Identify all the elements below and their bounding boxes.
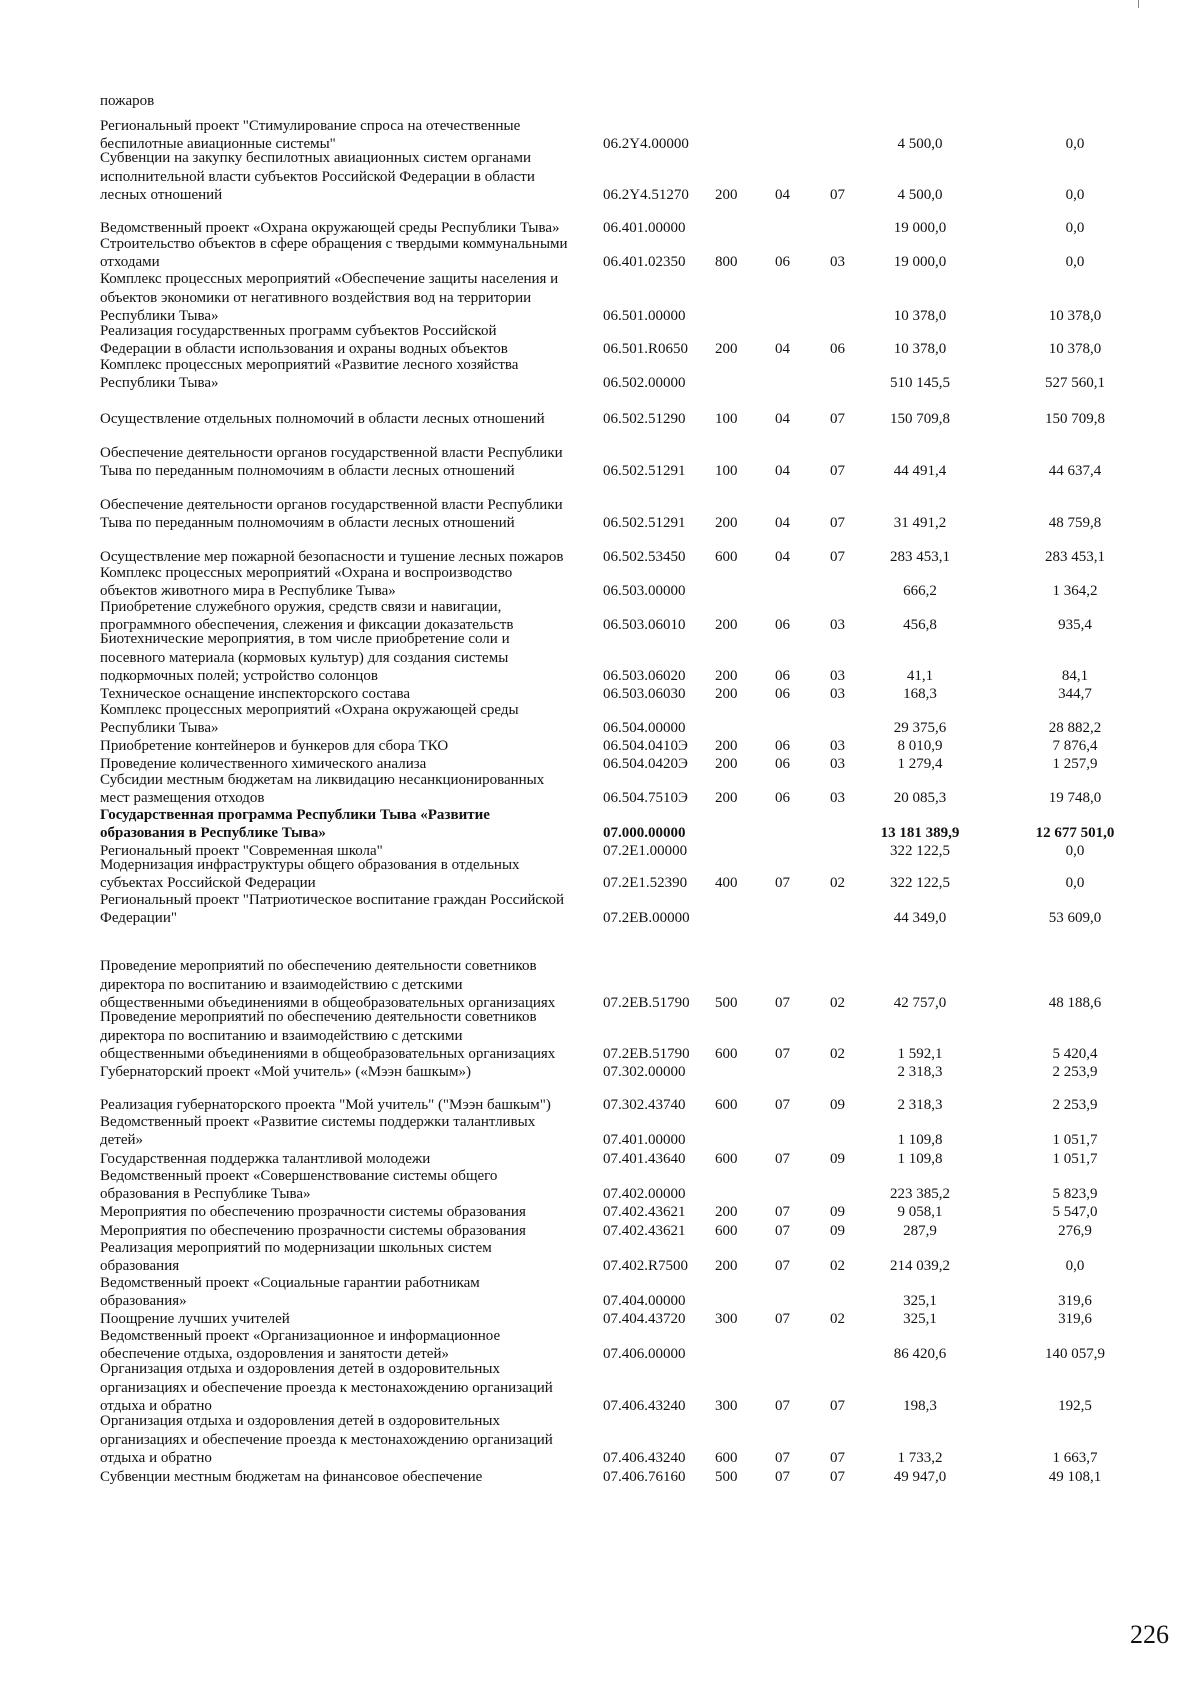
- row-code: 07.402.43621: [603, 1222, 686, 1239]
- row-amount-year1: 322 122,5: [890, 874, 950, 891]
- row-amount-year2: 48 188,6: [1048, 994, 1102, 1011]
- row-amount-year2: 5 420,4: [1052, 1045, 1098, 1062]
- row-rz: 07: [775, 1222, 790, 1239]
- row-code: 07.406.43240: [603, 1449, 686, 1466]
- row-amount-year2: 319,6: [1058, 1292, 1092, 1309]
- row-vr: 300: [715, 1310, 738, 1327]
- row-amount-year2: 0,0: [1065, 186, 1085, 203]
- row-amount-year2: 276,9: [1058, 1222, 1092, 1239]
- row-code: 06.504.7510Э: [603, 789, 688, 806]
- row-name: Модернизация инфраструктуры общего образования в отдельных субъектах Российской Федерации: [100, 856, 520, 891]
- row-code: 07.401.00000: [603, 1131, 686, 1148]
- row-pr: 03: [830, 667, 845, 684]
- row-amount-year2: 84,1: [1061, 667, 1089, 684]
- row-code: 06.502.51290: [603, 410, 686, 427]
- row-rz: 06: [775, 685, 790, 702]
- row-rz: 07: [775, 1045, 790, 1062]
- row-amount-year1: 456,8: [903, 616, 937, 633]
- row-pr: 03: [830, 755, 845, 772]
- row-amount-year2: 1 663,7: [1052, 1449, 1098, 1466]
- row-name: Ведомственный проект «Организационное и информационное обеспечение отдыха, оздоровления и занятости детей»: [100, 1327, 501, 1362]
- row-name: Организация отдыха и оздоровления детей в оздоровительных организациях и обеспечение проезда к местонахождению организаций отдыха и обратно: [100, 1361, 553, 1414]
- row-pr: 09: [830, 1150, 845, 1167]
- row-code: 07.404.00000: [603, 1292, 686, 1309]
- row-name: Комплекс процессных мероприятий «Охрана и воспроизводство объектов животного мира в Республике Тыва»: [100, 564, 513, 599]
- row-amount-year1: 325,1: [903, 1310, 937, 1327]
- row-pr: 07: [830, 1449, 845, 1466]
- row-amount-year1: 49 947,0: [893, 1468, 947, 1485]
- row-pr: 06: [830, 340, 845, 357]
- row-rz: 04: [775, 410, 790, 427]
- row-amount-year1: 8 010,9: [897, 737, 943, 754]
- row-rz: 07: [775, 1096, 790, 1113]
- row-amount-year1: 214 039,2: [890, 1257, 950, 1274]
- row-rz: 07: [775, 1203, 790, 1220]
- row-name: Субвенции местным бюджетам на финансовое обеспечение: [100, 1468, 483, 1485]
- row-name: Ведомственный проект «Совершенствование системы общего образования в Республике Тыва»: [100, 1167, 498, 1202]
- row-pr: 09: [830, 1096, 845, 1113]
- row-amount-year1: 150 709,8: [890, 410, 950, 427]
- row-amount-year1: 44 349,0: [893, 909, 947, 926]
- row-code: 06.2Y4.00000: [603, 135, 689, 152]
- row-pr: 03: [830, 737, 845, 754]
- row-amount-year2: 5 547,0: [1052, 1203, 1098, 1220]
- row-name: Государственная программа Республики Тыва «Развитие образования в Республике Тыва»: [100, 806, 490, 841]
- row-vr: 800: [715, 253, 738, 270]
- row-pr: 03: [830, 253, 845, 270]
- row-amount-year1: 31 491,2: [893, 514, 947, 531]
- row-code: 07.406.76160: [603, 1468, 686, 1485]
- row-amount-year1: 10 378,0: [893, 307, 947, 324]
- row-code: 07.401.43640: [603, 1150, 686, 1167]
- row-amount-year1: 20 085,3: [893, 789, 947, 806]
- row-amount-year1: 44 491,4: [893, 462, 947, 479]
- row-vr: 200: [715, 616, 738, 633]
- row-name: Ведомственный проект «Охрана окружающей среды Республики Тыва»: [100, 219, 560, 236]
- row-vr: 200: [715, 1257, 738, 1274]
- row-amount-year2: 10 378,0: [1048, 340, 1102, 357]
- row-pr: 07: [830, 1468, 845, 1485]
- row-code: 07.406.43240: [603, 1397, 686, 1414]
- row-vr: 200: [715, 340, 738, 357]
- row-pr: 07: [830, 514, 845, 531]
- row-pr: 03: [830, 616, 845, 633]
- row-pr: 09: [830, 1222, 845, 1239]
- row-rz: 06: [775, 737, 790, 754]
- row-rz: 07: [775, 1257, 790, 1274]
- row-amount-year2: 1 257,9: [1052, 755, 1098, 772]
- row-amount-year1: 283 453,1: [890, 548, 950, 565]
- row-pr: 07: [830, 186, 845, 203]
- row-name: Комплекс процессных мероприятий «Обеспечение защиты населения и объектов экономики от негативного воздействия вод на территории Республики Тыва»: [100, 271, 559, 324]
- row-amount-year2: 53 609,0: [1048, 909, 1102, 926]
- row-rz: 07: [775, 1310, 790, 1327]
- row-pr: 07: [830, 1397, 845, 1414]
- row-amount-year1: 19 000,0: [893, 219, 947, 236]
- row-rz: 06: [775, 253, 790, 270]
- row-code: 07.402.00000: [603, 1185, 686, 1202]
- row-code: 06.503.00000: [603, 582, 686, 599]
- row-rz: 07: [775, 1449, 790, 1466]
- row-amount-year2: 319,6: [1058, 1310, 1092, 1327]
- row-code: 06.401.00000: [603, 219, 686, 236]
- row-name: Ведомственный проект «Социальные гарантии работникам образования»: [100, 1274, 480, 1309]
- row-amount-year2: 283 453,1: [1045, 548, 1105, 565]
- row-name: Субсидии местным бюджетам на ликвидацию несанкционированных мест размещения отходов: [100, 771, 545, 806]
- row-name: Региональный проект "Современная школа": [100, 842, 383, 859]
- row-amount-year2: 0,0: [1065, 219, 1085, 236]
- row-pr: 02: [830, 994, 845, 1011]
- row-amount-year1: 1 109,8: [897, 1150, 943, 1167]
- row-name: Приобретение контейнеров и бункеров для сбора ТКО: [100, 737, 449, 754]
- row-vr: 500: [715, 1468, 738, 1485]
- row-amount-year1: 41,1: [906, 667, 934, 684]
- row-code: 06.503.06030: [603, 685, 686, 702]
- row-name: Реализация государственных программ субъектов Российской Федерации в области использования и охраны водных объектов: [100, 322, 508, 357]
- row-vr: 200: [715, 514, 738, 531]
- row-vr: 200: [715, 755, 738, 772]
- row-amount-year1: 666,2: [903, 582, 937, 599]
- row-vr: 100: [715, 410, 738, 427]
- row-pr: 03: [830, 789, 845, 806]
- row-amount-year1: 10 378,0: [893, 340, 947, 357]
- row-amount-year1: 2 318,3: [897, 1063, 943, 1080]
- row-amount-year2: 0,0: [1065, 135, 1085, 152]
- row-amount-year1: 287,9: [903, 1222, 937, 1239]
- row-rz: 06: [775, 667, 790, 684]
- row-vr: 600: [715, 1096, 738, 1113]
- row-amount-year2: 44 637,4: [1048, 462, 1102, 479]
- row-name: Обеспечение деятельности органов государственной власти Республики Тыва по переданным полномочиям в области лесных отношений: [100, 496, 563, 531]
- row-name: Поощрение лучших учителей: [100, 1310, 290, 1327]
- row-rz: 04: [775, 340, 790, 357]
- row-code: 06.503.06020: [603, 667, 686, 684]
- row-amount-year1: 86 420,6: [893, 1345, 947, 1362]
- row-name: Субвенции на закупку беспилотных авиационных систем органами исполнительной власти субъектов Российской Федерации в области лесных отношений: [100, 150, 535, 203]
- row-amount-year1: 19 000,0: [893, 253, 947, 270]
- row-pr: 03: [830, 685, 845, 702]
- row-amount-year2: 1 051,7: [1052, 1150, 1098, 1167]
- row-name: Комплекс процессных мероприятий «Охрана окружающей среды Республики Тыва»: [100, 701, 519, 736]
- row-rz: 07: [775, 1150, 790, 1167]
- row-code: 07.2Е1.00000: [603, 842, 688, 859]
- row-name: Мероприятия по обеспечению прозрачности системы образования: [100, 1203, 526, 1220]
- row-name: Губернаторский проект «Мой учитель» («Мээн башкым»): [100, 1063, 471, 1080]
- row-code: 06.503.06010: [603, 616, 686, 633]
- row-amount-year1: 510 145,5: [890, 374, 950, 391]
- row-code: 06.504.0410Э: [603, 737, 688, 754]
- row-amount-year1: 1 279,4: [897, 755, 943, 772]
- row-name: пожаров: [100, 92, 155, 109]
- row-amount-year2: 527 560,1: [1045, 374, 1105, 391]
- row-rz: 07: [775, 1397, 790, 1414]
- row-amount-year1: 9 058,1: [897, 1203, 943, 1220]
- row-code: 07.2ЕВ.51790: [603, 994, 690, 1011]
- row-pr: 07: [830, 462, 845, 479]
- row-vr: 200: [715, 685, 738, 702]
- row-vr: 600: [715, 548, 738, 565]
- row-name: Обеспечение деятельности органов государственной власти Республики Тыва по переданным полномочиям в области лесных отношений: [100, 444, 563, 479]
- row-amount-year1: 1 733,2: [897, 1449, 943, 1466]
- row-amount-year1: 1 109,8: [897, 1131, 943, 1148]
- row-pr: 02: [830, 1310, 845, 1327]
- row-name: Техническое оснащение инспекторского состава: [100, 685, 411, 702]
- row-amount-year1: 29 375,6: [893, 719, 947, 736]
- row-name: Строительство объектов в сфере обращения с твердыми коммунальными отходами: [100, 235, 568, 270]
- row-rz: 06: [775, 789, 790, 806]
- row-rz: 04: [775, 462, 790, 479]
- row-code: 07.406.00000: [603, 1345, 686, 1362]
- row-code: 06.504.00000: [603, 719, 686, 736]
- row-code: 06.502.00000: [603, 374, 686, 391]
- row-name: Проведение мероприятий по обеспечению деятельности советников директора по воспитанию и взаимодействию с детскими общественными объединениями в общеобразовательных организациях: [100, 958, 556, 1011]
- row-amount-year2: 0,0: [1065, 842, 1085, 859]
- row-amount-year1: 4 500,0: [897, 186, 943, 203]
- row-name: Проведение мероприятий по обеспечению деятельности советников директора по воспитанию и взаимодействию с детскими общественными объединениями в общеобразовательных организациях: [100, 1009, 556, 1062]
- row-amount-year1: 322 122,5: [890, 842, 950, 859]
- row-vr: 600: [715, 1150, 738, 1167]
- row-name: Государственная поддержка талантливой молодежи: [100, 1150, 431, 1167]
- row-rz: 04: [775, 186, 790, 203]
- row-rz: 07: [775, 1468, 790, 1485]
- row-name: Комплекс процессных мероприятий «Развитие лесного хозяйства Республики Тыва»: [100, 356, 519, 391]
- row-rz: 06: [775, 755, 790, 772]
- row-amount-year1: 325,1: [903, 1292, 937, 1309]
- row-name: Ведомственный проект «Развитие системы поддержки талантливых детей»: [100, 1113, 536, 1148]
- row-amount-year2: 140 057,9: [1045, 1345, 1105, 1362]
- row-amount-year2: 5 823,9: [1052, 1185, 1098, 1202]
- row-vr: 100: [715, 462, 738, 479]
- row-amount-year2: 48 759,8: [1048, 514, 1102, 531]
- row-amount-year1: 4 500,0: [897, 135, 943, 152]
- row-vr: 600: [715, 1449, 738, 1466]
- row-name: Реализация мероприятий по модернизации школьных систем образования: [100, 1239, 492, 1274]
- row-vr: 600: [715, 1045, 738, 1062]
- row-amount-year2: 0,0: [1065, 1257, 1085, 1274]
- row-pr: 09: [830, 1203, 845, 1220]
- row-code: 07.2ЕВ.00000: [603, 909, 690, 926]
- row-amount-year2: 150 709,8: [1045, 410, 1105, 427]
- row-amount-year1: 42 757,0: [893, 994, 947, 1011]
- row-code: 07.402.43621: [603, 1203, 686, 1220]
- row-code: 07.402.R7500: [603, 1257, 689, 1274]
- table-row: [0, 1366, 1200, 1486]
- row-vr: 500: [715, 994, 738, 1011]
- row-code: 06.401.02350: [603, 253, 686, 270]
- row-code: 07.2Е1.52390: [603, 874, 688, 891]
- row-amount-year2: 344,7: [1058, 685, 1092, 702]
- row-rz: 04: [775, 514, 790, 531]
- row-amount-year2: 2 253,9: [1052, 1063, 1098, 1080]
- row-vr: 200: [715, 186, 738, 203]
- row-code: 07.000.00000: [603, 824, 686, 841]
- row-amount-year2: 10 378,0: [1048, 307, 1102, 324]
- row-vr: 300: [715, 1397, 738, 1414]
- row-vr: 200: [715, 667, 738, 684]
- row-name: Региональный проект "Стимулирование спроса на отечественные беспилотные авиационные системы": [100, 117, 521, 152]
- row-vr: 200: [715, 737, 738, 754]
- row-pr: 07: [830, 548, 845, 565]
- row-code: 06.502.51291: [603, 462, 686, 479]
- page-number: 226: [1130, 1620, 1169, 1649]
- row-rz: 06: [775, 616, 790, 633]
- row-code: 07.2ЕВ.51790: [603, 1045, 690, 1062]
- row-name: Биотехнические мероприятия, в том числе приобретение соли и посевного материала (кормовых культур) для создания системы подкормочных полей; устройство солонцов: [100, 631, 510, 684]
- row-amount-year2: 1 051,7: [1052, 1131, 1098, 1148]
- row-pr: 02: [830, 874, 845, 891]
- row-code: 06.501.R0650: [603, 340, 689, 357]
- row-code: 07.302.43740: [603, 1096, 686, 1113]
- row-rz: 07: [775, 874, 790, 891]
- row-amount-year2: 935,4: [1058, 616, 1092, 633]
- row-name: Проведение количественного химического анализа: [100, 755, 427, 772]
- row-amount-year2: 0,0: [1065, 253, 1085, 270]
- row-vr: 200: [715, 1203, 738, 1220]
- row-amount-year2: 19 748,0: [1048, 789, 1102, 806]
- row-amount-year1: 168,3: [903, 685, 937, 702]
- row-code: 06.501.00000: [603, 307, 686, 324]
- row-vr: 600: [715, 1222, 738, 1239]
- row-vr: 400: [715, 874, 738, 891]
- row-amount-year1: 1 592,1: [897, 1045, 943, 1062]
- row-amount-year2: 192,5: [1058, 1397, 1092, 1414]
- row-code: 06.502.53450: [603, 548, 686, 565]
- row-rz: 04: [775, 548, 790, 565]
- row-vr: 200: [715, 789, 738, 806]
- row-code: 06.2Y4.51270: [603, 186, 689, 203]
- row-pr: 02: [830, 1045, 845, 1062]
- row-code: 06.504.0420Э: [603, 755, 688, 772]
- row-pr: 07: [830, 410, 845, 427]
- row-amount-year2: 28 882,2: [1048, 719, 1102, 736]
- row-amount-year1: 198,3: [903, 1397, 937, 1414]
- row-name: Приобретение служебного оружия, средств связи и навигации, программного обеспечения, слежения и фиксации доказательств: [100, 598, 514, 633]
- row-code: 06.502.51291: [603, 514, 686, 531]
- row-name: Региональный проект "Патриотическое воспитание граждан Российской Федерации": [100, 891, 565, 926]
- row-amount-year2: 12 677 501,0: [1035, 824, 1115, 841]
- row-rz: 07: [775, 994, 790, 1011]
- row-name: Организация отдыха и оздоровления детей в оздоровительных организациях и обеспечение проезда к местонахождению организаций отдыха и обратно: [100, 1413, 553, 1466]
- row-amount-year2: 2 253,9: [1052, 1096, 1098, 1113]
- row-code: 07.404.43720: [603, 1310, 686, 1327]
- row-code: 07.302.00000: [603, 1063, 686, 1080]
- row-amount-year1: 2 318,3: [897, 1096, 943, 1113]
- row-amount-year2: 1 364,2: [1052, 582, 1098, 599]
- row-amount-year2: 7 876,4: [1052, 737, 1098, 754]
- row-amount-year2: 49 108,1: [1048, 1468, 1102, 1485]
- row-name: Осуществление мер пожарной безопасности и тушение лесных пожаров: [100, 548, 564, 565]
- row-name: Осуществление отдельных полномочий в области лесных отношений: [100, 410, 545, 427]
- row-name: Мероприятия по обеспечению прозрачности системы образования: [100, 1222, 526, 1239]
- row-pr: 02: [830, 1257, 845, 1274]
- row-name: Реализация губернаторского проекта "Мой учитель" ("Мээн башкым"): [100, 1096, 551, 1113]
- row-amount-year2: 0,0: [1065, 874, 1085, 891]
- row-amount-year1: 223 385,2: [890, 1185, 950, 1202]
- row-amount-year1: 13 181 389,9: [880, 824, 960, 841]
